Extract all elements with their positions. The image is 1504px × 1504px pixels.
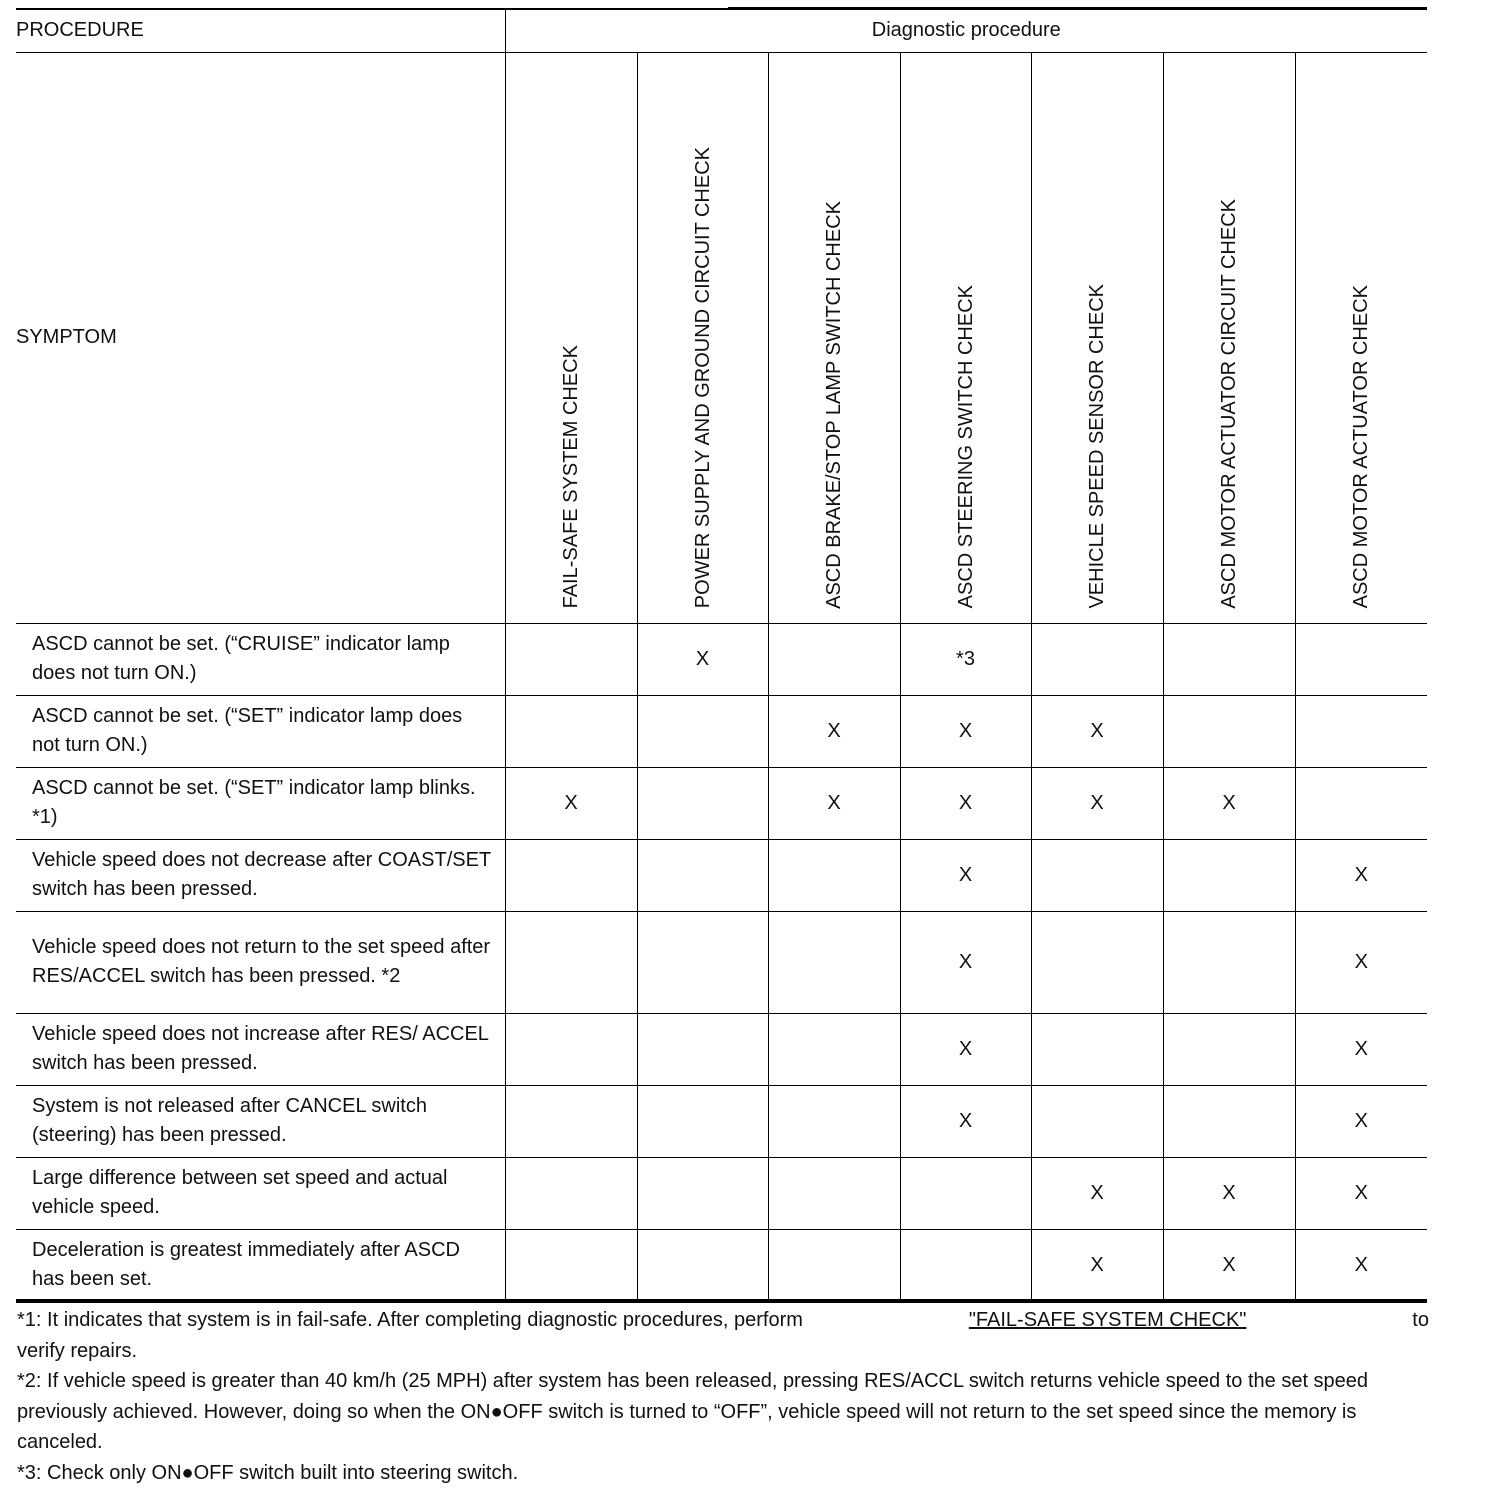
mark-cell <box>1295 767 1427 839</box>
column-header <box>1295 52 1427 623</box>
mark-cell: X <box>1295 839 1427 911</box>
mark-cell: X <box>900 695 1031 767</box>
bottom-rule <box>16 1299 1427 1303</box>
footnote-1-tail: to <box>1412 1309 1429 1331</box>
symptom-cell: Large difference between set speed and actual vehicle speed. <box>16 1157 505 1229</box>
mark-cell <box>768 911 900 1013</box>
table-row <box>16 1085 1427 1157</box>
symptom-label: SYMPTOM <box>16 52 505 623</box>
mark-cell: X <box>1031 1229 1163 1301</box>
mark-cell: X <box>1163 1229 1295 1301</box>
mark-cell <box>1163 1013 1295 1085</box>
mark-cell <box>637 839 768 911</box>
mark-cell: X <box>768 767 900 839</box>
table-row <box>16 1157 1427 1229</box>
mark-cell: X <box>1295 1229 1427 1301</box>
mark-cell: X <box>1295 1085 1427 1157</box>
column-header-text: ASCD BRAKE/STOP LAMP SWITCH CHECK <box>823 200 845 609</box>
column-header <box>1163 52 1295 623</box>
column-header <box>768 52 900 623</box>
symptom-cell: ASCD cannot be set. (“SET” indicator lamp does not turn ON.) <box>16 695 505 767</box>
mark-cell: X <box>1295 1013 1427 1085</box>
mark-cell <box>1031 1013 1163 1085</box>
mark-cell: X <box>900 839 1031 911</box>
symptom-cell: Vehicle speed does not increase after RES/ ACCEL switch has been pressed. <box>16 1013 505 1085</box>
mark-cell <box>768 1157 900 1229</box>
column-header <box>637 52 768 623</box>
table-row <box>16 839 1427 911</box>
mark-cell <box>637 1085 768 1157</box>
mark-cell <box>768 1085 900 1157</box>
mark-cell: X <box>637 623 768 695</box>
mark-cell: X <box>900 911 1031 1013</box>
mark-cell <box>505 1013 637 1085</box>
table-row <box>16 911 1427 1013</box>
symptom-cell: Vehicle speed does not return to the set speed after RES/ACCEL switch has been pressed. *2 <box>16 911 505 1013</box>
mark-cell: X <box>900 1085 1031 1157</box>
symptom-cell: ASCD cannot be set. (“CRUISE” indicator lamp does not turn ON.) <box>16 623 505 695</box>
diagnostic-matrix-table <box>16 10 1427 1302</box>
mark-cell <box>505 911 637 1013</box>
column-header-text: ASCD STEERING SWITCH CHECK <box>954 285 977 609</box>
column-header-text: ASCD MOTOR ACTUATOR CIRCUIT CHECK <box>1218 198 1240 609</box>
mark-cell <box>768 623 900 695</box>
mark-cell: X <box>768 695 900 767</box>
mark-cell <box>1163 1085 1295 1157</box>
symptom-cell: ASCD cannot be set. (“SET” indicator lamp blinks. *1) <box>16 767 505 839</box>
mark-cell: X <box>1031 1157 1163 1229</box>
mark-cell: X <box>1031 767 1163 839</box>
mark-cell <box>637 1157 768 1229</box>
footnotes <box>17 1305 1429 1488</box>
column-header-text: VEHICLE SPEED SENSOR CHECK <box>1086 283 1108 609</box>
table-row <box>16 1229 1427 1301</box>
column-header <box>900 52 1031 623</box>
footnote-1 <box>17 1305 1429 1336</box>
header-row <box>16 10 1427 52</box>
mark-cell <box>1295 695 1427 767</box>
diagnostic-procedure-label: Diagnostic procedure <box>505 10 1427 52</box>
mark-cell: *3 <box>900 623 1031 695</box>
mark-cell <box>1163 839 1295 911</box>
footnote-1-text: *1: It indicates that system is in fail-safe. After completing diagnostic procedures, perform <box>17 1309 803 1331</box>
mark-cell <box>1031 839 1163 911</box>
footnote-1-continued: verify repairs. <box>17 1339 138 1362</box>
footnote-3: *3: Check only ON●OFF switch built into steering switch. <box>17 1461 519 1484</box>
mark-cell <box>768 839 900 911</box>
mark-cell <box>1031 1085 1163 1157</box>
mark-cell <box>900 1157 1031 1229</box>
mark-cell <box>505 1229 637 1301</box>
footnote-2: *2: If vehicle speed is greater than 40 km/h (25 MPH) after system has been released, pressing RES/ACCL switch returns vehicle speed to the set speed previously achieved. However, doing so when the ON●OFF switch is turned to “OFF”, vehicle speed will not return to the set speed since the memory is canceled. <box>17 1370 1369 1453</box>
fail-safe-system-check-link[interactable]: "FAIL-SAFE SYSTEM CHECK" <box>968 1309 1247 1331</box>
table-row <box>16 1013 1427 1085</box>
mark-cell <box>505 695 637 767</box>
mark-cell: X <box>1295 911 1427 1013</box>
mark-cell <box>505 1157 637 1229</box>
mark-cell <box>1163 623 1295 695</box>
mark-cell: X <box>1031 695 1163 767</box>
column-header <box>505 52 637 623</box>
column-header-text: POWER SUPPLY AND GROUND CIRCUIT CHECK <box>691 147 714 609</box>
mark-cell <box>637 911 768 1013</box>
mark-cell: X <box>1163 767 1295 839</box>
mark-cell: X <box>1163 1157 1295 1229</box>
procedure-label: PROCEDURE <box>16 10 505 52</box>
table-row <box>16 695 1427 767</box>
mark-cell <box>637 695 768 767</box>
column-header-row <box>16 52 1427 623</box>
table-row <box>16 623 1427 695</box>
table-row <box>16 767 1427 839</box>
mark-cell: X <box>1295 1157 1427 1229</box>
mark-cell <box>505 839 637 911</box>
symptom-cell: Deceleration is greatest immediately after ASCD has been set. <box>16 1229 505 1301</box>
mark-cell <box>1163 911 1295 1013</box>
column-header <box>1031 52 1163 623</box>
mark-cell <box>637 1013 768 1085</box>
column-header-text: ASCD MOTOR ACTUATOR CHECK <box>1350 285 1373 609</box>
column-header-text: FAIL-SAFE SYSTEM CHECK <box>560 345 582 609</box>
mark-cell: X <box>505 767 637 839</box>
mark-cell <box>637 767 768 839</box>
mark-cell <box>1031 623 1163 695</box>
mark-cell <box>768 1013 900 1085</box>
mark-cell <box>1295 623 1427 695</box>
mark-cell <box>900 1229 1031 1301</box>
mark-cell <box>637 1229 768 1301</box>
mark-cell <box>768 1229 900 1301</box>
mark-cell: X <box>900 767 1031 839</box>
symptom-cell: Vehicle speed does not decrease after COAST/SET switch has been pressed. <box>16 839 505 911</box>
symptom-cell: System is not released after CANCEL switch (steering) has been pressed. <box>16 1085 505 1157</box>
mark-cell: X <box>900 1013 1031 1085</box>
mark-cell <box>1163 695 1295 767</box>
mark-cell <box>505 1085 637 1157</box>
mark-cell <box>505 623 637 695</box>
mark-cell <box>1031 911 1163 1013</box>
